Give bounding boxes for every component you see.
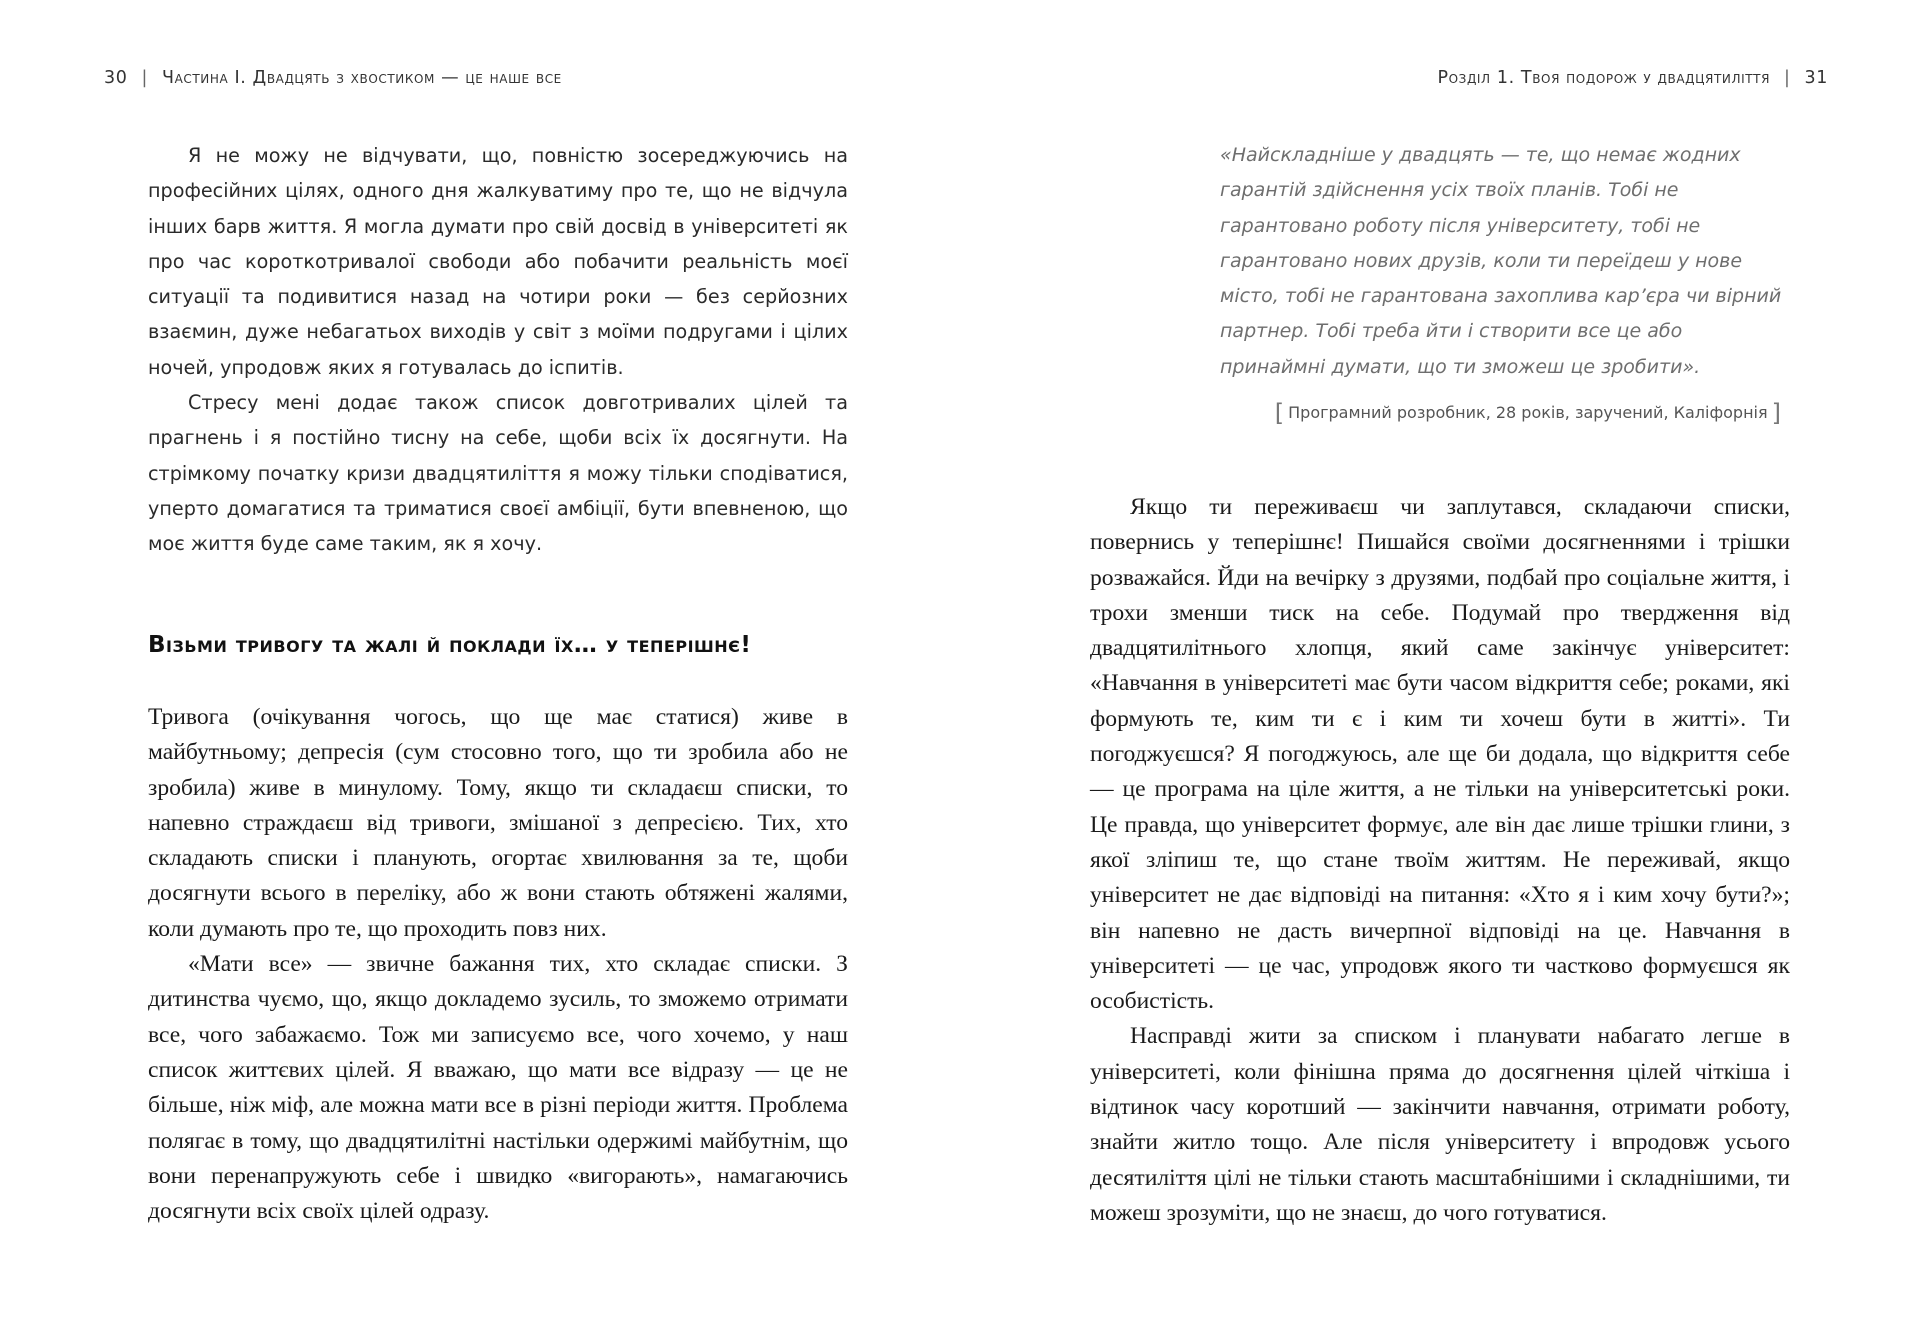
- left-running-head: [104, 66, 562, 90]
- left-body-paragraph-2: «Мати все» — звичне бажання тих, хто складає списки. З дитинства чуємо, що, якщо докладемо зусиль, то зможемо отримати все, чого забажаємо. Тож ми записуємо все, чого хочемо, у наш список життєвих цілей. Я вважаю, що мати все відразу — це не більше, ніж міф, але можна мати все в різні періоди життя. Проблема полягає в тому, що двадцятилітні настільки одержимі майбутнім, що вони перенапружують себе і швидко «вигорають», намагаючись досягнути всіх своїх цілей одразу.: [148, 951, 848, 1225]
- right-body-paragraph-1: Якщо ти переживаєш чи заплутався, складаючи списки, повернись у теперішнє! Пишайся своїми досягненнями і трішки розважайся. Йди на вечірку з друзями, подбай про соціальне життя, і трохи зменши тиск на себе. Подумай про твердження від двадцятилітнього хлопця, який саме закінчує університет: «Навчання в університеті має бути часом відкриття себе; роками, які формують те, ким ти є і ким ти хочеш бути в житті». Ти погоджуєшся? Я погоджуюсь, але ще би додала, що відкриття себе — це програма на ціле життя, а не тільки на університетські роки. Це правда, що університет формує, але він дає лише трішки глини, з якої зліпиш те, що стане твоїм життям. Не переживай, якщо університет не дає відповіді на питання: «Хто я і ким хочу бути?»; він напевно не дасть вичерпної відповіді на це. Навчання в університеті — це час, упродовж якого ти частково формуєшся як особистість.: [1090, 494, 1790, 1015]
- left-body-text: [148, 700, 848, 1229]
- attribution-open-bracket: [: [1274, 399, 1285, 427]
- right-body-paragraph-2: Насправді жити за списком і планувати набагато легше в університеті, коли фінішна пряма до досягнення цілей чіткіша і відтинок часу коротший — закінчити навчання, отримати роботу, знайти житло тощо. Але після університету і впродовж усього десятиліття цілі не тільки стають масштабнішими і складнішими, ти можеш зрозуміти, що не знаєш, до чого готуватися.: [1090, 1023, 1790, 1226]
- right-running-title: Розділ 1. Твоя подорож у двадцятиліття: [1437, 68, 1771, 88]
- left-body-paragraph-1: Тривога (очікування чогось, що ще має статися) живе в майбутньому; депресія (сум стосовно того, що ти зробила або не зробила) живе в минулому. Тому, якщо ти складаєш списки, то напевно страждаєш від тривоги, змішаної з депресією. Тих, хто складають списки і планують, огортає хвилювання за те, щоби досягнути всього в переліку, або ж вони стають обтяжені жалями, коли думають про те, що проходить повз них.: [148, 704, 848, 942]
- attribution-text: Програмний розробник, 28 років, заручений, Каліфорнія: [1288, 403, 1768, 422]
- right-body-text: [1090, 490, 1790, 1231]
- right-page-number: 31: [1804, 68, 1828, 88]
- right-header-separator: |: [1784, 68, 1791, 88]
- left-running-title: Частина І. Двадцять з хвостиком — це наше все: [161, 68, 562, 88]
- left-page-number: 30: [104, 68, 128, 88]
- left-intro-text: [148, 138, 848, 562]
- pull-quote: «Найскладніше у двадцять — те, що немає жодних гарантій здійснення усіх твоїх планів. Тобі не гарантовано роботу після університету, тобі не гарантовано нових друзів, коли ти переїдеш у нове місто, тобі не гарантована захоплива кар’єра чи вірний партнер. Тобі треба йти і створити все це або принаймні думати, що ти зможеш це зробити».: [1220, 144, 1782, 378]
- intro-paragraph-1: Я не можу не відчувати, що, повністю зосереджуючись на професійних цілях, одного дня жалкуватиму про те, що не відчула інших барв життя. Я могла думати про свій досвід в університеті як про час короткотривалої свободи або побачити реальність моєї ситуації та подивитися назад на чотири роки — без серйозних взаємин, дуже небагатьох виходів у світ з моїми подругами і цілих ночей, упродовж яких я готувалась до іспитів.: [148, 144, 848, 379]
- intro-paragraph-2: Стресу мені додає також список довготривалих цілей та прагнень і я постійно тисну на себе, щоби всіх їх досягнути. На стрімкому початку кризи двадцятиліття я можу тільки сподіватися, уперто домагатися та триматися своєї амбіції, бути впевненою, що моє життя буде саме таким, як я хочу.: [148, 391, 848, 556]
- right-running-head: [1437, 66, 1828, 90]
- left-header-separator: |: [141, 68, 148, 88]
- section-heading: Візьми тривогу та жалі й поклади їх… у теперішнє!: [148, 632, 752, 658]
- quote-attribution: [1271, 400, 1785, 426]
- attribution-close-bracket: ]: [1771, 399, 1781, 427]
